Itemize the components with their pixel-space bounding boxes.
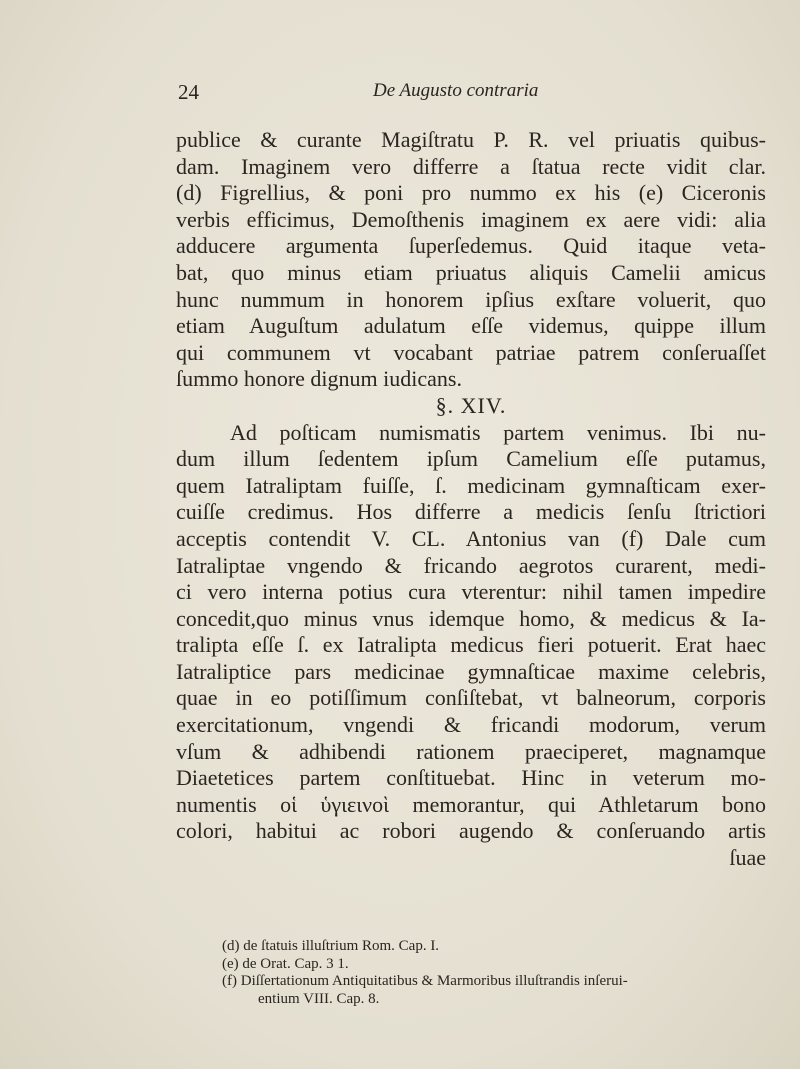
text-line: cuiſſe credimus. Hos differre a medicis ſenſu ſtrictiori xyxy=(176,499,766,525)
text-line: dum illum ſedentem ipſum Camelium eſſe putamus, xyxy=(176,446,766,472)
body-text xyxy=(176,127,766,872)
catchword: ſuae xyxy=(729,845,766,871)
text-line: quem Iatraliptam fuiſſe, ſ. medicinam gymnaſticam exer- xyxy=(176,472,766,498)
text-line: quae in eo potiſſimum conſiſtebat, vt balneorum, corporis xyxy=(176,685,766,711)
text-line: publice & curante Magiſtratu P. R. vel priuatis quibus- xyxy=(176,127,766,152)
text-line: bat, quo minus etiam priuatus aliquis Camelii amicus xyxy=(176,259,766,285)
text-line: acceptis contendit V. CL. Antonius van (f) Dale cum xyxy=(176,525,766,551)
page-number: 24 xyxy=(178,80,199,104)
footnote-continuation: entium VIII. Cap. 8. xyxy=(258,990,380,1007)
footnote: (f) Diſſertationum Antiquitatibus & Marmoribus illuſtrandis inſerui- xyxy=(222,973,628,989)
text-line: hunc nummum in honorem ipſius exſtare voluerit, quo xyxy=(176,286,766,312)
footnotes xyxy=(222,938,772,1008)
text-line: concedit,quo minus vnus idemque homo, & medicus & Ia- xyxy=(176,605,766,631)
text-line: Ad poſticam numismatis partem venimus. Ibi nu- xyxy=(230,419,766,445)
text-line: etiam Auguſtum adulatum eſſe videmus, quippe illum xyxy=(176,313,766,339)
text-line: Iatraliptice pars medicinae gymnaſticae maxime celebris, xyxy=(176,658,766,684)
text-line: vſum & adhibendi rationem praeciperet, magnamque xyxy=(176,738,766,764)
text-line: Diaetetices partem conſtituebat. Hinc in veterum mo- xyxy=(176,765,766,791)
running-title: De Augusto contraria xyxy=(373,80,539,101)
footnote: (d) de ſtatuis illuſtrium Rom. Cap. I. xyxy=(222,938,440,954)
page-header xyxy=(178,80,738,110)
text-line: numentis οἱ ὑγιεινοὶ memorantur, qui Athletarum bono xyxy=(176,791,766,817)
text-line: dam. Imaginem vero differre a ſtatua recte vidit clar. xyxy=(176,153,766,179)
text-line: (d) Figrellius, & poni pro nummo ex his (e) Ciceronis xyxy=(176,180,766,206)
text-line: adducere argumenta ſuperſedemus. Quid itaque veta- xyxy=(176,233,766,259)
text-line: tralipta eſſe ſ. ex Iatralipta medicus fieri potuerit. Erat haec xyxy=(176,632,766,658)
text-line: qui communem vt vocabant patriae patrem conſeruaſſet xyxy=(176,339,766,365)
footnote: (e) de Orat. Cap. 3 1. xyxy=(222,955,349,972)
text-line: exercitationum, vngendi & fricandi modorum, verum xyxy=(176,712,766,738)
text-line: ci vero interna potius cura vterentur: nihil tamen impedire xyxy=(176,579,766,605)
section-heading: §. XIV. xyxy=(435,392,507,418)
text-line: verbis efficimus, Demoſthenis imaginem ex aere vidi: alia xyxy=(176,206,766,232)
text-line: ſummo honore dignum iudicans. xyxy=(176,366,462,392)
text-line: colori, habitui ac robori augendo & conſeruando artis xyxy=(176,818,766,844)
text-line: Iatraliptae vngendo & fricando aegrotos curarent, medi- xyxy=(176,552,766,578)
